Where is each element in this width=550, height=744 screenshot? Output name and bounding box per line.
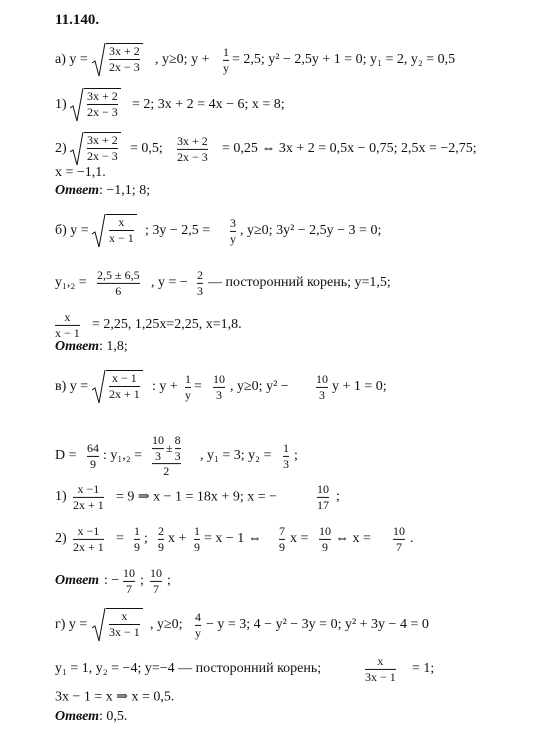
part-v-equation (0, 372, 550, 402)
part-g-answer (0, 706, 550, 728)
part-v-tail: y + 1 = 0; (332, 379, 387, 394)
part-v-fraction-2: 10 3 (213, 371, 225, 402)
part-b-equation (0, 216, 550, 246)
part-a-answer (0, 180, 550, 202)
part-v-case2-sep: ; (144, 531, 148, 546)
part-v-answer (0, 566, 550, 596)
part-g-x-line (0, 686, 550, 708)
part-v-y1: , y₁ = 3; y₂ = (200, 448, 272, 463)
part-a-answer-value: : −1,1; 8; (99, 183, 151, 198)
part-a-rest: , y≥0; y + (155, 52, 210, 67)
part-v-eq: = (194, 379, 202, 394)
part-v-case2-fraction: x −1 2x + 1 (73, 523, 104, 554)
part-g-fraction-1: 4 y (195, 609, 201, 640)
part-a-case2-mid: = 0,5; (130, 141, 163, 156)
part-a-answer-label: Ответ (55, 183, 100, 198)
part-v-case2-a: 1 9 (134, 523, 140, 554)
part-v-case1-result: 10 17 (317, 481, 329, 512)
part-v-answer-pre: : − (104, 573, 120, 588)
part-g-radical: x 3x − 1 (92, 608, 143, 642)
part-a-case2-radical: 3x + 2 2x − 3 (70, 132, 121, 166)
part-v-y2-tail: ; (294, 448, 298, 463)
part-a-case-1 (0, 90, 550, 120)
part-v-case2-prefix: 2) (55, 531, 67, 546)
part-a-fraction-1: 1 y (223, 44, 229, 75)
part-a-equation (0, 45, 550, 75)
part-v-case2-c: 1 9 (194, 523, 200, 554)
part-b-tail: , y≥0; 3y² − 2,5y − 3 = 0; (240, 223, 382, 238)
part-a-rad-den: 2x − 3 (109, 59, 140, 74)
part-v-case-2 (0, 524, 550, 554)
part-v-discriminant (0, 433, 550, 479)
part-a-tail: = 2,5; y² − 2,5y + 1 = 0; y₁ = 2, y₂ = 0,5 (232, 52, 456, 67)
part-a-case1-radical: 3x + 2 2x − 3 (70, 88, 121, 122)
part-v-d-fraction: 64 9 (87, 440, 99, 471)
part-v-case1-prefix: 1) (55, 489, 67, 504)
part-v-answer-tail: ; (167, 573, 171, 588)
part-v-prefix: в) y = (55, 379, 89, 394)
part-v-big-fraction: 10 3 ± 8 3 2 (152, 433, 181, 479)
part-a-prefix: а) y = (55, 52, 88, 67)
part-a-case1-prefix: 1) (55, 97, 67, 112)
part-v-case2-arrow: ⇔ x = (335, 531, 371, 546)
part-v-case2-mid: = x − 1 ⇔ (204, 531, 262, 546)
part-g-y-line: y₁ = 1, y₂ = −4; y=−4 — посторонний корень; (55, 661, 322, 676)
part-v-y2-fraction: 1 3 (283, 440, 289, 471)
part-a-case2-fraction: 3x + 2 2x − 3 (177, 133, 208, 164)
part-v-case2-eq: = (116, 531, 124, 546)
part-b-eq-fraction: x x − 1 (55, 309, 80, 340)
part-a-case2-prefix: 2) (55, 141, 67, 156)
part-g-y-fraction: x 3x − 1 (365, 653, 396, 684)
part-a-radical (92, 43, 143, 77)
part-a-case1-rest: = 2; 3x + 2 = 4x − 6; x = 8; (132, 97, 285, 112)
part-v-answer-sep: ; (140, 573, 144, 588)
part-g-answer-value: : 0,5. (99, 709, 128, 724)
part-b-y12-fraction: 2,5 ± 6,5 6 (97, 267, 140, 298)
part-v-case2-d: 7 9 (279, 523, 285, 554)
part-g-mid: , y≥0; (150, 617, 183, 632)
part-b-y-mid: , y = − (151, 275, 188, 290)
part-v-fraction-3: 10 3 (316, 371, 328, 402)
part-v-answer-b: 10 7 (150, 565, 162, 596)
part-b-answer-label: Ответ (55, 339, 100, 354)
part-v-case2-tail: . (410, 531, 414, 546)
part-a-x-value: x = −1,1. (55, 165, 106, 180)
part-g-equation (0, 610, 550, 640)
part-b-eq-tail: = 2,25, 1,25x=2,25, x=1,8. (92, 317, 242, 332)
part-b-mid: ; 3y − 2,5 = (145, 223, 211, 238)
part-v-case2-f: 10 7 (393, 523, 405, 554)
part-b-answer-value: : 1,8; (99, 339, 128, 354)
part-v-d-label: D = (55, 448, 77, 463)
part-b-roots (0, 268, 550, 298)
part-v-radical: x − 1 2x + 1 (92, 370, 143, 404)
part-v-case2-plus: x + (168, 531, 187, 546)
part-b-answer (0, 336, 550, 358)
part-v-answer-label: Ответ (55, 573, 100, 588)
part-g-answer-label: Ответ (55, 709, 100, 724)
part-v-answer-a: 10 7 (123, 565, 135, 596)
part-v-case1-mid: = 9 ⇒ x − 1 = 18x + 9; x = − (116, 489, 277, 505)
part-v-case2-x: x = (290, 531, 309, 546)
part-b-y-fraction: 2 3 (197, 267, 203, 298)
part-b-radical: x x − 1 (92, 214, 137, 248)
part-v-mid2: , y≥0; y² − (230, 379, 289, 394)
part-v-case1-tail: ; (336, 489, 340, 504)
part-a-case-2 (0, 134, 550, 164)
part-g-y-tail: = 1; (412, 661, 435, 676)
part-v-y12-label: : y₁,₂ = (103, 448, 143, 463)
part-b-y12-label: y₁,₂ = (55, 275, 87, 290)
part-a-rad-num: 3x + 2 (109, 44, 140, 58)
part-b-y-tail: — посторонний корень; y=1,5; (208, 275, 391, 290)
part-v-case2-b: 2 9 (158, 523, 164, 554)
part-v-case2-e: 10 9 (319, 523, 331, 554)
part-v-case1-fraction: x −1 2x + 1 (73, 481, 104, 512)
part-b-fraction-1: 3 y (230, 215, 236, 246)
part-a-case2-tail: = 0,25 ⇔ 3x + 2 = 0,5x − 0,75; 2,5x = −2,75; (222, 141, 477, 156)
part-g-roots (0, 654, 550, 684)
part-g-x-value: 3x − 1 = x ⇒ x = 0,5. (55, 689, 175, 705)
part-v-case-1 (0, 482, 550, 512)
part-v-mid: : y + (152, 379, 178, 394)
problem-number: 11.140. (55, 12, 100, 28)
part-v-fraction-1: 1 y (185, 371, 191, 402)
part-b-prefix: б) y = (55, 223, 89, 238)
part-g-tail: − y = 3; 4 − y² − 3y = 0; y² + 3y − 4 = 0 (206, 617, 429, 632)
part-g-prefix: г) y = (55, 617, 88, 632)
